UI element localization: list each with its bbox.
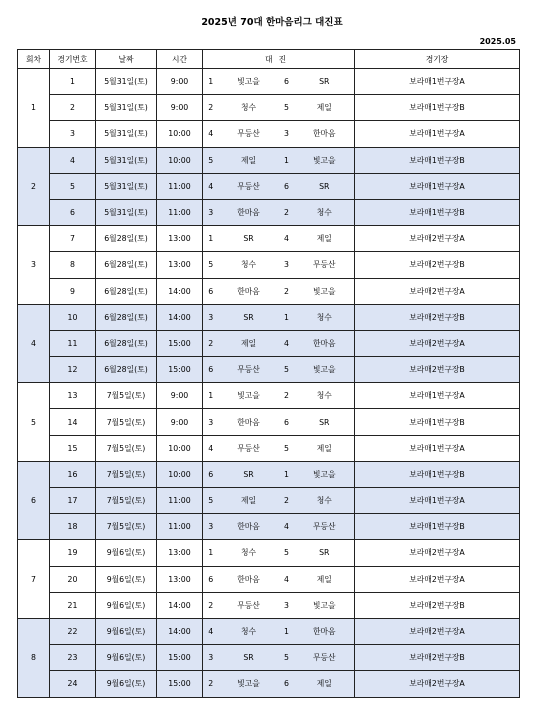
table-row xyxy=(18,304,520,330)
match-number: 8 xyxy=(50,252,96,278)
match-time: 9:00 xyxy=(157,409,203,435)
match-number: 15 xyxy=(50,435,96,461)
seed-1: 4 xyxy=(203,618,219,644)
match-date: 5월31일(토) xyxy=(96,69,157,95)
venue: 보라매2번구장B xyxy=(355,645,520,671)
venue: 보라매1번구장B xyxy=(355,95,520,121)
match-number: 1 xyxy=(50,69,96,95)
seed-2: 5 xyxy=(279,645,295,671)
round-number: 6 xyxy=(18,461,50,540)
seed-2: 5 xyxy=(279,540,295,566)
team-1: 무등산 xyxy=(219,121,279,147)
match-number: 18 xyxy=(50,514,96,540)
schedule-body xyxy=(18,69,520,698)
match-date: 6월28일(토) xyxy=(96,330,157,356)
seed-1: 6 xyxy=(203,357,219,383)
match-time: 11:00 xyxy=(157,514,203,540)
table-row xyxy=(18,645,520,671)
table-row xyxy=(18,173,520,199)
venue: 보라매1번구장A xyxy=(355,435,520,461)
seed-1: 1 xyxy=(203,69,219,95)
match-time: 9:00 xyxy=(157,69,203,95)
venue: 보라매1번구장A xyxy=(355,69,520,95)
team-1: 한마음 xyxy=(219,566,279,592)
match-time: 11:00 xyxy=(157,199,203,225)
team-2: 제일 xyxy=(295,566,355,592)
schedule-table xyxy=(17,49,520,698)
match-time: 14:00 xyxy=(157,592,203,618)
seed-1: 2 xyxy=(203,330,219,356)
venue: 보라매2번구장A xyxy=(355,226,520,252)
team-1: 청수 xyxy=(219,95,279,121)
team-2: SR xyxy=(295,173,355,199)
team-2: 한마음 xyxy=(295,618,355,644)
seed-1: 6 xyxy=(203,278,219,304)
match-time: 15:00 xyxy=(157,645,203,671)
team-1: SR xyxy=(219,304,279,330)
header-time: 시간 xyxy=(157,50,203,69)
round-number: 3 xyxy=(18,226,50,305)
match-time: 14:00 xyxy=(157,618,203,644)
team-1: 제일 xyxy=(219,488,279,514)
table-row xyxy=(18,226,520,252)
seed-1: 1 xyxy=(203,540,219,566)
seed-1: 5 xyxy=(203,488,219,514)
team-1: 한마음 xyxy=(219,199,279,225)
table-row xyxy=(18,357,520,383)
match-time: 11:00 xyxy=(157,173,203,199)
venue: 보라매2번구장B xyxy=(355,304,520,330)
seed-1: 4 xyxy=(203,173,219,199)
venue: 보라매2번구장B xyxy=(355,252,520,278)
seed-1: 4 xyxy=(203,435,219,461)
team-1: 무등산 xyxy=(219,357,279,383)
match-number: 22 xyxy=(50,618,96,644)
round-number: 7 xyxy=(18,540,50,619)
match-time: 10:00 xyxy=(157,435,203,461)
team-2: 청수 xyxy=(295,383,355,409)
table-row xyxy=(18,147,520,173)
match-time: 13:00 xyxy=(157,226,203,252)
match-time: 15:00 xyxy=(157,330,203,356)
seed-2: 4 xyxy=(279,514,295,540)
seed-1: 3 xyxy=(203,409,219,435)
team-2: SR xyxy=(295,540,355,566)
match-date: 9월6일(토) xyxy=(96,645,157,671)
match-number: 9 xyxy=(50,278,96,304)
match-number: 13 xyxy=(50,383,96,409)
match-date: 6월28일(토) xyxy=(96,252,157,278)
table-row xyxy=(18,618,520,644)
seed-1: 1 xyxy=(203,383,219,409)
seed-2: 4 xyxy=(279,566,295,592)
match-number: 5 xyxy=(50,173,96,199)
match-time: 10:00 xyxy=(157,461,203,487)
match-date: 5월31일(토) xyxy=(96,147,157,173)
team-2: 무등산 xyxy=(295,514,355,540)
match-date: 5월31일(토) xyxy=(96,173,157,199)
seed-1: 5 xyxy=(203,147,219,173)
document-title: 2025년 70대 한마음리그 대진표 xyxy=(201,17,343,28)
team-1: 무등산 xyxy=(219,592,279,618)
table-row xyxy=(18,592,520,618)
seed-1: 3 xyxy=(203,645,219,671)
match-number: 20 xyxy=(50,566,96,592)
team-2: 빛고을 xyxy=(295,278,355,304)
match-number: 14 xyxy=(50,409,96,435)
table-row xyxy=(18,409,520,435)
match-number: 17 xyxy=(50,488,96,514)
match-number: 4 xyxy=(50,147,96,173)
match-date: 6월28일(토) xyxy=(96,304,157,330)
seed-1: 6 xyxy=(203,461,219,487)
seed-2: 6 xyxy=(279,409,295,435)
seed-2: 5 xyxy=(279,357,295,383)
seed-2: 2 xyxy=(279,199,295,225)
team-1: SR xyxy=(219,645,279,671)
team-2: SR xyxy=(295,409,355,435)
seed-2: 6 xyxy=(279,69,295,95)
match-number: 3 xyxy=(50,121,96,147)
venue: 보라매2번구장B xyxy=(355,592,520,618)
table-row xyxy=(18,383,520,409)
match-number: 7 xyxy=(50,226,96,252)
seed-1: 2 xyxy=(203,95,219,121)
header-round: 회차 xyxy=(18,50,50,69)
match-date: 6월28일(토) xyxy=(96,226,157,252)
venue: 보라매1번구장B xyxy=(355,461,520,487)
seed-1: 6 xyxy=(203,566,219,592)
seed-1: 4 xyxy=(203,121,219,147)
team-1: 빛고을 xyxy=(219,383,279,409)
match-time: 13:00 xyxy=(157,540,203,566)
match-time: 13:00 xyxy=(157,566,203,592)
table-row xyxy=(18,95,520,121)
venue: 보라매2번구장A xyxy=(355,540,520,566)
match-date: 7월5일(토) xyxy=(96,461,157,487)
table-row xyxy=(18,199,520,225)
match-number: 21 xyxy=(50,592,96,618)
seed-1: 3 xyxy=(203,199,219,225)
match-date: 5월31일(토) xyxy=(96,121,157,147)
match-number: 12 xyxy=(50,357,96,383)
match-date: 9월6일(토) xyxy=(96,566,157,592)
team-2: 빛고을 xyxy=(295,357,355,383)
venue: 보라매2번구장A xyxy=(355,671,520,697)
table-row xyxy=(18,252,520,278)
table-row xyxy=(18,540,520,566)
match-date: 7월5일(토) xyxy=(96,409,157,435)
team-2: 빛고을 xyxy=(295,592,355,618)
match-date: 9월6일(토) xyxy=(96,540,157,566)
seed-1: 2 xyxy=(203,671,219,697)
match-number: 2 xyxy=(50,95,96,121)
round-number: 1 xyxy=(18,69,50,148)
team-1: 제일 xyxy=(219,330,279,356)
venue: 보라매2번구장B xyxy=(355,357,520,383)
header-date: 날짜 xyxy=(96,50,157,69)
seed-2: 5 xyxy=(279,435,295,461)
match-time: 9:00 xyxy=(157,383,203,409)
team-2: 청수 xyxy=(295,304,355,330)
match-time: 15:00 xyxy=(157,671,203,697)
match-time: 15:00 xyxy=(157,357,203,383)
team-1: 청수 xyxy=(219,252,279,278)
team-2: 제일 xyxy=(295,671,355,697)
team-1: 한마음 xyxy=(219,278,279,304)
seed-1: 5 xyxy=(203,252,219,278)
match-number: 23 xyxy=(50,645,96,671)
seed-1: 1 xyxy=(203,226,219,252)
seed-2: 1 xyxy=(279,618,295,644)
seed-2: 6 xyxy=(279,173,295,199)
team-1: SR xyxy=(219,461,279,487)
team-2: 무등산 xyxy=(295,645,355,671)
seed-2: 3 xyxy=(279,121,295,147)
seed-2: 1 xyxy=(279,304,295,330)
team-2: 빛고을 xyxy=(295,461,355,487)
match-time: 9:00 xyxy=(157,95,203,121)
table-row xyxy=(18,514,520,540)
venue: 보라매1번구장A xyxy=(355,173,520,199)
seed-2: 1 xyxy=(279,147,295,173)
venue: 보라매2번구장A xyxy=(355,330,520,356)
venue: 보라매1번구장B xyxy=(355,409,520,435)
match-time: 14:00 xyxy=(157,304,203,330)
team-1: 한마음 xyxy=(219,514,279,540)
match-number: 16 xyxy=(50,461,96,487)
match-date: 6월28일(토) xyxy=(96,278,157,304)
match-date: 7월5일(토) xyxy=(96,488,157,514)
team-2: 제일 xyxy=(295,226,355,252)
match-date: 6월28일(토) xyxy=(96,357,157,383)
match-date: 5월31일(토) xyxy=(96,95,157,121)
venue: 보라매1번구장B xyxy=(355,514,520,540)
team-1: 빛고을 xyxy=(219,69,279,95)
team-2: 빛고을 xyxy=(295,147,355,173)
match-date: 5월31일(토) xyxy=(96,199,157,225)
seed-2: 2 xyxy=(279,278,295,304)
seed-1: 2 xyxy=(203,592,219,618)
team-2: 청수 xyxy=(295,488,355,514)
table-row xyxy=(18,566,520,592)
match-date: 7월5일(토) xyxy=(96,435,157,461)
match-time: 11:00 xyxy=(157,488,203,514)
venue: 보라매2번구장A xyxy=(355,278,520,304)
team-2: 한마음 xyxy=(295,121,355,147)
team-1: 청수 xyxy=(219,540,279,566)
match-date: 7월5일(토) xyxy=(96,514,157,540)
match-date: 9월6일(토) xyxy=(96,671,157,697)
venue: 보라매1번구장A xyxy=(355,488,520,514)
seed-1: 3 xyxy=(203,304,219,330)
match-date: 9월6일(토) xyxy=(96,592,157,618)
seed-2: 4 xyxy=(279,330,295,356)
table-row xyxy=(18,488,520,514)
table-row xyxy=(18,461,520,487)
team-1: 한마음 xyxy=(219,409,279,435)
header-row xyxy=(18,50,520,69)
match-number: 24 xyxy=(50,671,96,697)
team-1: 청수 xyxy=(219,618,279,644)
team-1: 무등산 xyxy=(219,435,279,461)
team-2: SR xyxy=(295,69,355,95)
seed-2: 5 xyxy=(279,95,295,121)
seed-2: 3 xyxy=(279,592,295,618)
match-date: 9월6일(토) xyxy=(96,618,157,644)
table-row xyxy=(18,121,520,147)
match-time: 10:00 xyxy=(157,121,203,147)
table-row xyxy=(18,435,520,461)
match-number: 10 xyxy=(50,304,96,330)
seed-2: 2 xyxy=(279,488,295,514)
venue: 보라매1번구장A xyxy=(355,121,520,147)
team-1: 무등산 xyxy=(219,173,279,199)
table-row xyxy=(18,330,520,356)
match-time: 10:00 xyxy=(157,147,203,173)
team-1: 제일 xyxy=(219,147,279,173)
match-number: 6 xyxy=(50,199,96,225)
seed-1: 3 xyxy=(203,514,219,540)
team-1: SR xyxy=(219,226,279,252)
match-number: 11 xyxy=(50,330,96,356)
venue: 보라매1번구장B xyxy=(355,147,520,173)
team-2: 한마음 xyxy=(295,330,355,356)
team-2: 청수 xyxy=(295,199,355,225)
seed-2: 4 xyxy=(279,226,295,252)
match-time: 14:00 xyxy=(157,278,203,304)
venue: 보라매1번구장B xyxy=(355,199,520,225)
team-2: 무등산 xyxy=(295,252,355,278)
table-row xyxy=(18,671,520,697)
document-date: 2025.05 xyxy=(479,37,516,46)
header-match-no: 경기번호 xyxy=(50,50,96,69)
table-row xyxy=(18,278,520,304)
match-date: 7월5일(토) xyxy=(96,383,157,409)
round-number: 5 xyxy=(18,383,50,462)
match-number: 19 xyxy=(50,540,96,566)
round-number: 4 xyxy=(18,304,50,383)
team-2: 제일 xyxy=(295,435,355,461)
seed-2: 1 xyxy=(279,461,295,487)
seed-2: 3 xyxy=(279,252,295,278)
venue: 보라매2번구장A xyxy=(355,566,520,592)
header-matchup: 대진 xyxy=(203,50,355,69)
team-2: 제일 xyxy=(295,95,355,121)
team-1: 빛고을 xyxy=(219,671,279,697)
round-number: 8 xyxy=(18,618,50,697)
match-time: 13:00 xyxy=(157,252,203,278)
venue: 보라매1번구장A xyxy=(355,383,520,409)
seed-2: 6 xyxy=(279,671,295,697)
table-row xyxy=(18,69,520,95)
header-venue: 경기장 xyxy=(355,50,520,69)
round-number: 2 xyxy=(18,147,50,226)
venue: 보라매2번구장A xyxy=(355,618,520,644)
seed-2: 2 xyxy=(279,383,295,409)
